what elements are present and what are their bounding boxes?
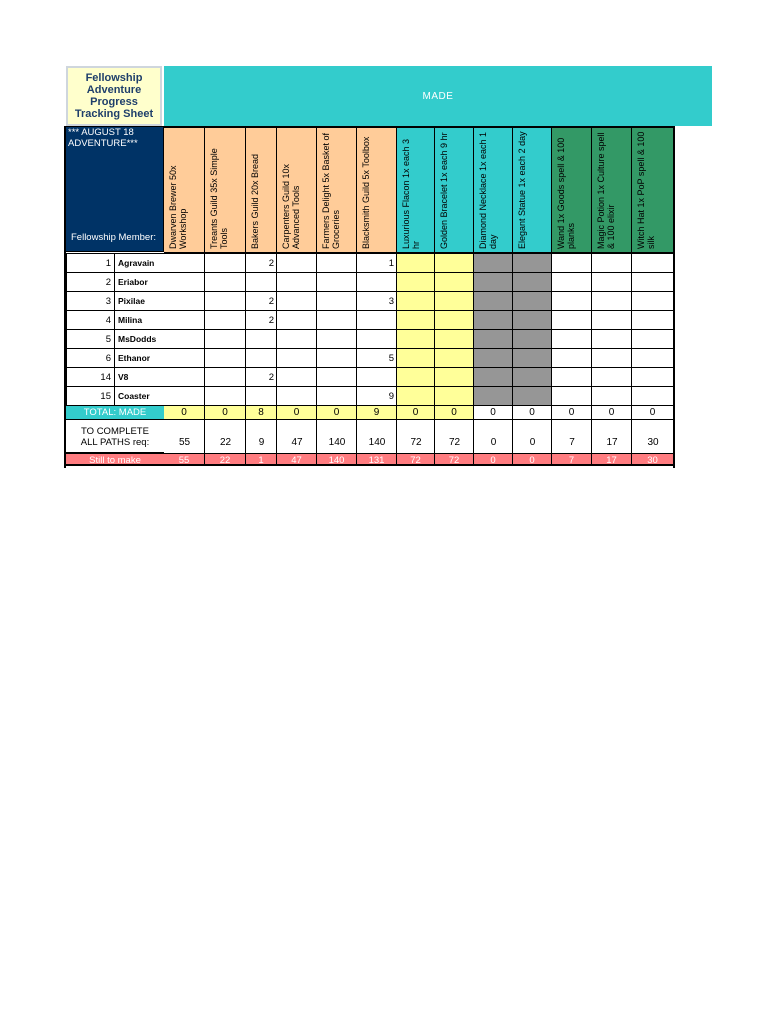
member-cell: [513, 273, 552, 292]
member-name: MsDodds: [114, 330, 164, 349]
member-number: 3: [66, 292, 114, 311]
still-to-make-cell: 47: [277, 453, 317, 466]
member-cell: [397, 273, 435, 292]
member-cell: [552, 387, 592, 406]
member-cell: [246, 387, 277, 406]
member-cell: [474, 311, 513, 330]
member-cell: [164, 368, 205, 387]
member-cell: [592, 254, 632, 273]
member-cell: [164, 254, 205, 273]
column-header-label: Wand 1x Goods spell & 100 planks: [556, 137, 576, 249]
required-cell: 140: [328, 437, 346, 448]
member-cell: [277, 273, 317, 292]
member-cell: [205, 330, 246, 349]
frame-left: [64, 126, 66, 468]
to-complete-label-line1: TO COMPLETE: [81, 426, 149, 437]
member-cell: [164, 330, 205, 349]
column-header: [164, 126, 205, 253]
member-cell: [513, 387, 552, 406]
to-complete-label-line2: ALL PATHS req:: [80, 437, 150, 448]
required-cell: 72: [410, 437, 422, 448]
fellowship-member-label: Fellowship Member:: [71, 232, 156, 243]
member-cell: [552, 273, 592, 292]
sheet-title: Fellowship Adventure Progress Tracking Sheet: [66, 66, 162, 126]
column-header-label: Blacksmith Guild 5x Toolbox: [361, 136, 371, 249]
member-cell: [397, 254, 435, 273]
member-number: 1: [66, 254, 114, 273]
adventure-label: *** AUGUST 18 ADVENTURE***: [68, 127, 138, 149]
still-to-make-cell: 30: [632, 453, 674, 466]
still-to-make-cell: 55: [164, 453, 205, 466]
member-cell: [552, 254, 592, 273]
required-cell: 0: [490, 437, 497, 448]
to-complete-label: [66, 420, 164, 453]
member-cell: [246, 349, 277, 368]
member-cell: [317, 387, 357, 406]
member-cell: [632, 292, 674, 311]
member-name: Eriabor: [114, 273, 164, 292]
member-cell: [357, 368, 397, 387]
member-cell: [205, 292, 246, 311]
member-cell: 1: [357, 254, 397, 273]
member-cell: [317, 349, 357, 368]
member-cell: [474, 368, 513, 387]
column-header: [246, 126, 277, 253]
member-cell: [474, 254, 513, 273]
required-cell: 7: [569, 437, 575, 448]
member-cell: [205, 311, 246, 330]
still-to-make-cell: 72: [435, 453, 474, 466]
member-cell: [397, 292, 435, 311]
member-cell: [592, 387, 632, 406]
member-cell: [246, 330, 277, 349]
total-made-cell: 0: [632, 406, 674, 420]
column-header-label: Luxurious Flacon 1x each 3 hr: [401, 138, 421, 249]
member-cell: [592, 273, 632, 292]
member-cell: 9: [357, 387, 397, 406]
member-cell: [552, 292, 592, 311]
member-cell: [632, 387, 674, 406]
member-cell: [357, 330, 397, 349]
still-to-make-cell: 0: [474, 453, 513, 466]
required-cell: 22: [219, 437, 232, 448]
member-cell: [435, 254, 474, 273]
member-cell: [435, 292, 474, 311]
member-cell: [277, 292, 317, 311]
member-name: Ethanor: [114, 349, 164, 368]
member-cell: [632, 311, 674, 330]
required-cell: 0: [529, 437, 536, 448]
member-cell: [397, 387, 435, 406]
member-cell: [435, 330, 474, 349]
member-cell: [632, 368, 674, 387]
member-cell: [592, 349, 632, 368]
member-cell: [317, 292, 357, 311]
column-header-label: Magic Potion 1x Culture spell & 100 elixir: [596, 132, 616, 249]
column-header: [435, 126, 474, 253]
member-cell: [277, 349, 317, 368]
member-cell: [205, 387, 246, 406]
member-cell: [474, 330, 513, 349]
member-cell: 2: [246, 254, 277, 273]
still-to-make-cell: 7: [552, 453, 592, 466]
total-made-cell: 0: [277, 406, 317, 420]
member-cell: [164, 311, 205, 330]
member-cell: [397, 330, 435, 349]
member-cell: [513, 292, 552, 311]
total-made-label: TOTAL: MADE: [66, 406, 164, 420]
member-cell: 3: [357, 292, 397, 311]
member-cell: [357, 311, 397, 330]
column-header: [397, 126, 435, 253]
member-cell: [474, 387, 513, 406]
member-name: Agravain: [114, 254, 164, 273]
member-cell: [317, 311, 357, 330]
required-cell: 17: [606, 437, 618, 448]
adventure-info-panel: [65, 126, 164, 252]
column-header-label: Bakers Guild 20x Bread: [250, 153, 260, 249]
member-cell: [474, 273, 513, 292]
total-made-cell: 0: [513, 406, 552, 420]
member-number: 4: [66, 311, 114, 330]
member-cell: [435, 311, 474, 330]
member-number: 15: [66, 387, 114, 406]
member-name: V8: [114, 368, 164, 387]
member-cell: [513, 349, 552, 368]
column-header: [592, 126, 632, 253]
member-cell: [164, 273, 205, 292]
column-header: [632, 126, 674, 253]
member-cell: [164, 387, 205, 406]
member-cell: [513, 311, 552, 330]
member-cell: 5: [357, 349, 397, 368]
still-to-make-cell: 1: [246, 453, 277, 466]
column-header-label: Diamond Necklace 1x each 1 day: [478, 131, 498, 249]
member-name: Milina: [114, 311, 164, 330]
member-cell: [435, 273, 474, 292]
member-number: 5: [66, 330, 114, 349]
column-header: [357, 126, 397, 253]
member-cell: [513, 330, 552, 349]
member-cell: [397, 368, 435, 387]
member-cell: [552, 368, 592, 387]
member-cell: [632, 254, 674, 273]
column-header-label: Witch Hat 1x PoP spell & 100 silk: [636, 131, 656, 249]
column-header-label: Dwarven Brewer 50x Workshop: [168, 165, 188, 249]
member-cell: [632, 349, 674, 368]
column-header: [205, 126, 246, 253]
member-cell: [552, 311, 592, 330]
member-cell: [277, 330, 317, 349]
member-number: 14: [66, 368, 114, 387]
member-cell: [474, 292, 513, 311]
member-name: Pixilae: [114, 292, 164, 311]
member-cell: [592, 330, 632, 349]
total-made-cell: 0: [592, 406, 632, 420]
member-cell: [397, 349, 435, 368]
member-cell: 2: [246, 311, 277, 330]
member-cell: [632, 330, 674, 349]
member-cell: [317, 330, 357, 349]
member-cell: [317, 254, 357, 273]
member-cell: [513, 254, 552, 273]
member-cell: 2: [246, 292, 277, 311]
member-cell: [474, 349, 513, 368]
still-to-make-label: Still to make: [66, 453, 164, 466]
column-header: [552, 126, 592, 253]
member-cell: [397, 311, 435, 330]
column-header-label: Elegant Statue 1x each 2 day: [517, 131, 527, 249]
still-to-make-cell: 131: [357, 453, 397, 466]
total-made-cell: 0: [205, 406, 246, 420]
frame-right: [673, 126, 675, 468]
total-made-cell: 0: [317, 406, 357, 420]
still-to-make-cell: 17: [592, 453, 632, 466]
total-made-cell: 0: [164, 406, 205, 420]
member-cell: [317, 368, 357, 387]
member-cell: [435, 387, 474, 406]
required-cell: 9: [258, 437, 265, 448]
member-cell: [205, 273, 246, 292]
still-to-make-cell: 140: [317, 453, 357, 466]
member-cell: [317, 273, 357, 292]
member-cell: [632, 273, 674, 292]
still-to-make-cell: 22: [205, 453, 246, 466]
member-cell: [592, 311, 632, 330]
member-cell: [435, 349, 474, 368]
member-cell: [552, 330, 592, 349]
member-cell: [592, 292, 632, 311]
frame-header-bottom: [64, 253, 675, 254]
total-made-cell: 8: [246, 406, 277, 420]
total-made-cell: 0: [435, 406, 474, 420]
column-header: [513, 126, 552, 253]
column-header-label: Treants Guild 35x Simple Tools: [209, 148, 229, 249]
member-cell: [205, 368, 246, 387]
member-cell: [277, 387, 317, 406]
required-cell: 72: [448, 437, 461, 448]
still-to-make-cell: 0: [513, 453, 552, 466]
member-cell: [277, 368, 317, 387]
column-header: [317, 126, 357, 253]
required-cell: 140: [368, 437, 386, 448]
required-cell: 30: [647, 437, 659, 448]
member-cell: [552, 349, 592, 368]
member-cell: [435, 368, 474, 387]
member-cell: [357, 273, 397, 292]
member-number: 6: [66, 349, 114, 368]
total-made-cell: 0: [397, 406, 435, 420]
total-made-cell: 0: [552, 406, 592, 420]
required-cell: 55: [178, 437, 191, 448]
member-cell: [246, 273, 277, 292]
member-cell: [205, 254, 246, 273]
member-cell: [277, 254, 317, 273]
member-cell: [592, 368, 632, 387]
required-cell: 47: [291, 437, 303, 448]
member-name: Coaster: [114, 387, 164, 406]
member-number: 2: [66, 273, 114, 292]
total-made-cell: 9: [357, 406, 397, 420]
column-header-label: Farmers Delight 5x Basket of Groceries: [321, 132, 341, 249]
total-made-cell: 0: [474, 406, 513, 420]
still-to-make-cell: 72: [397, 453, 435, 466]
column-header: [474, 126, 513, 253]
member-cell: [164, 292, 205, 311]
member-cell: [513, 368, 552, 387]
made-banner: MADE: [164, 66, 712, 126]
column-header: [277, 126, 317, 253]
member-cell: [164, 349, 205, 368]
column-header-label: Carpenters Guild 10x Advanced Tools: [281, 163, 301, 249]
column-header-label: Golden Bracelet 1x each 9 hr: [439, 132, 449, 249]
member-cell: [205, 349, 246, 368]
member-cell: 2: [246, 368, 277, 387]
member-cell: [277, 311, 317, 330]
